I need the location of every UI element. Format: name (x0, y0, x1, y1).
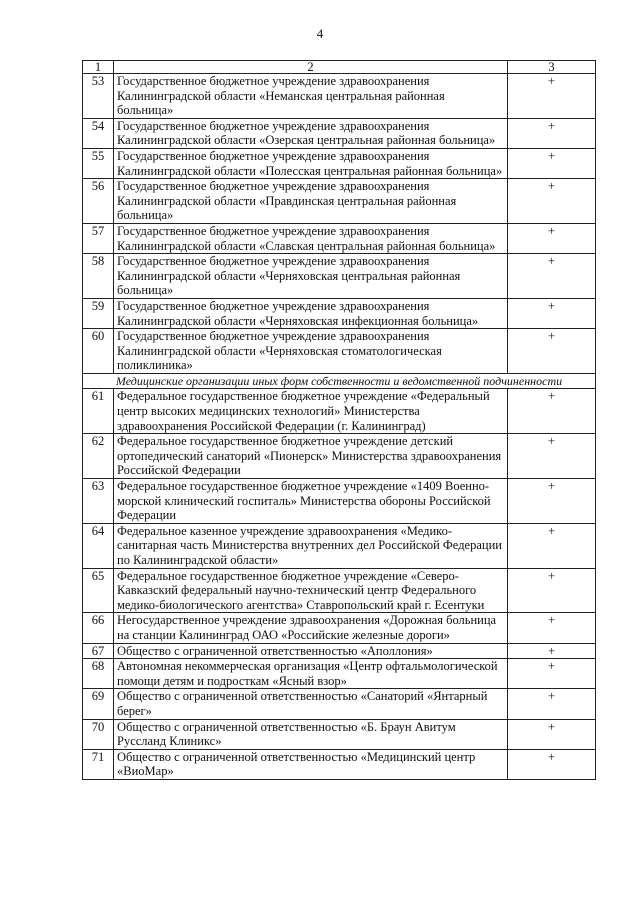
organization-name: Федеральное государственное бюджетное учреждение «Федеральный центр высоких медицинских технологий» Министерства здравоохранения Российской Федерации (г. Калининград) (114, 389, 508, 434)
row-number: 60 (83, 329, 114, 374)
table-row (83, 329, 596, 374)
row-number: 57 (83, 223, 114, 253)
row-number: 69 (83, 689, 114, 719)
participation-mark: + (508, 434, 596, 479)
participation-mark: + (508, 613, 596, 643)
organization-name: Государственное бюджетное учреждение здравоохранения Калининградской области «Черняховская инфекционная больница» (114, 298, 508, 328)
table-row (83, 148, 596, 178)
row-number: 70 (83, 719, 114, 749)
participation-mark: + (508, 523, 596, 568)
row-number: 66 (83, 613, 114, 643)
row-number: 56 (83, 179, 114, 224)
organization-name: Государственное бюджетное учреждение здравоохранения Калининградской области «Славская центральная районная больница» (114, 223, 508, 253)
participation-mark: + (508, 148, 596, 178)
participation-mark: + (508, 568, 596, 613)
organization-name: Государственное бюджетное учреждение здравоохранения Калининградской области «Полесская центральная районная больница» (114, 148, 508, 178)
organization-name: Федеральное государственное бюджетное учреждение «Северо-Кавказский федеральный научно-технический центр Федерального медико-биологического агентства» Ставропольский край г. Есентуки (114, 568, 508, 613)
table-row (83, 254, 596, 299)
table-row (83, 298, 596, 328)
table-body-state-organizations (83, 74, 596, 374)
row-number: 62 (83, 434, 114, 479)
row-number: 64 (83, 523, 114, 568)
participation-mark: + (508, 179, 596, 224)
table-row (83, 74, 596, 119)
table-row (83, 719, 596, 749)
participation-mark: + (508, 254, 596, 299)
section-row (83, 373, 596, 389)
table-row (83, 568, 596, 613)
table-row (83, 659, 596, 689)
organization-name: Федеральное казенное учреждение здравоохранения «Медико-санитарная часть Министерства внутренних дел Российской Федерации по Калининградской области» (114, 523, 508, 568)
participation-mark: + (508, 749, 596, 779)
participation-mark: + (508, 298, 596, 328)
table-row (83, 749, 596, 779)
row-number: 59 (83, 298, 114, 328)
participation-mark: + (508, 223, 596, 253)
organization-name: Государственное бюджетное учреждение здравоохранения Калининградской области «Черняховская стоматологическая поликлиника» (114, 329, 508, 374)
participation-mark: + (508, 479, 596, 524)
participation-mark: + (508, 74, 596, 119)
row-number: 55 (83, 148, 114, 178)
page-number: 4 (316, 26, 324, 41)
participation-mark: + (508, 118, 596, 148)
table-row (83, 179, 596, 224)
organization-name: Федеральное государственное бюджетное учреждение «1409 Военно-морской клинический госпиталь» Министерства обороны Российской Федерации (114, 479, 508, 524)
participation-mark: + (508, 329, 596, 374)
row-number: 65 (83, 568, 114, 613)
table-body-other-organizations (83, 389, 596, 779)
row-number: 54 (83, 118, 114, 148)
table-row (83, 689, 596, 719)
organization-name: Общество с ограниченной ответственностью «Санаторий «Янтарный берег» (114, 689, 508, 719)
row-number: 63 (83, 479, 114, 524)
row-number: 68 (83, 659, 114, 689)
organization-name: Негосударственное учреждение здравоохранения «Дорожная больница на станции Калининград ОАО «Российские железные дороги» (114, 613, 508, 643)
organization-name: Общество с ограниченной ответственностью «Аполлония» (114, 643, 508, 659)
organization-name: Федеральное государственное бюджетное учреждение детский ортопедический санаторий «Пионерск» Министерства здравоохранения Российской Федерации (114, 434, 508, 479)
organization-name: Автономная некоммерческая организация «Центр офтальмологической помощи детям и подросткам «Ясный взор» (114, 659, 508, 689)
table-row (83, 223, 596, 253)
section-title: Медицинские организации иных форм собственности и ведомственной подчиненности (83, 373, 596, 389)
table-row (83, 613, 596, 643)
header-col-number: 1 (83, 61, 114, 74)
table-row (83, 118, 596, 148)
organizations-table (82, 60, 596, 780)
row-number: 58 (83, 254, 114, 299)
organization-name: Государственное бюджетное учреждение здравоохранения Калининградской области «Черняховская центральная районная больница» (114, 254, 508, 299)
table-row (83, 389, 596, 434)
row-number: 67 (83, 643, 114, 659)
participation-mark: + (508, 689, 596, 719)
header-col-name: 2 (114, 61, 508, 74)
organization-name: Государственное бюджетное учреждение здравоохранения Калининградской области «Неманская центральная районная больница» (114, 74, 508, 119)
table-row (83, 434, 596, 479)
table-row (83, 523, 596, 568)
organization-name: Общество с ограниченной ответственностью «Б. Браун Авитум Руссланд Клиникс» (114, 719, 508, 749)
organization-name: Государственное бюджетное учреждение здравоохранения Калининградской области «Озерская центральная районная больница» (114, 118, 508, 148)
participation-mark: + (508, 719, 596, 749)
row-number: 53 (83, 74, 114, 119)
table-row (83, 643, 596, 659)
organization-name: Общество с ограниченной ответственностью «Медицинский центр «ВиоМар» (114, 749, 508, 779)
participation-mark: + (508, 659, 596, 689)
row-number: 61 (83, 389, 114, 434)
table-header-row (83, 61, 596, 74)
table-section (83, 373, 596, 389)
row-number: 71 (83, 749, 114, 779)
participation-mark: + (508, 389, 596, 434)
table-row (83, 479, 596, 524)
header-col-mark: 3 (508, 61, 596, 74)
participation-mark: + (508, 643, 596, 659)
organization-name: Государственное бюджетное учреждение здравоохранения Калининградской области «Правдинская центральная районная больница» (114, 179, 508, 224)
